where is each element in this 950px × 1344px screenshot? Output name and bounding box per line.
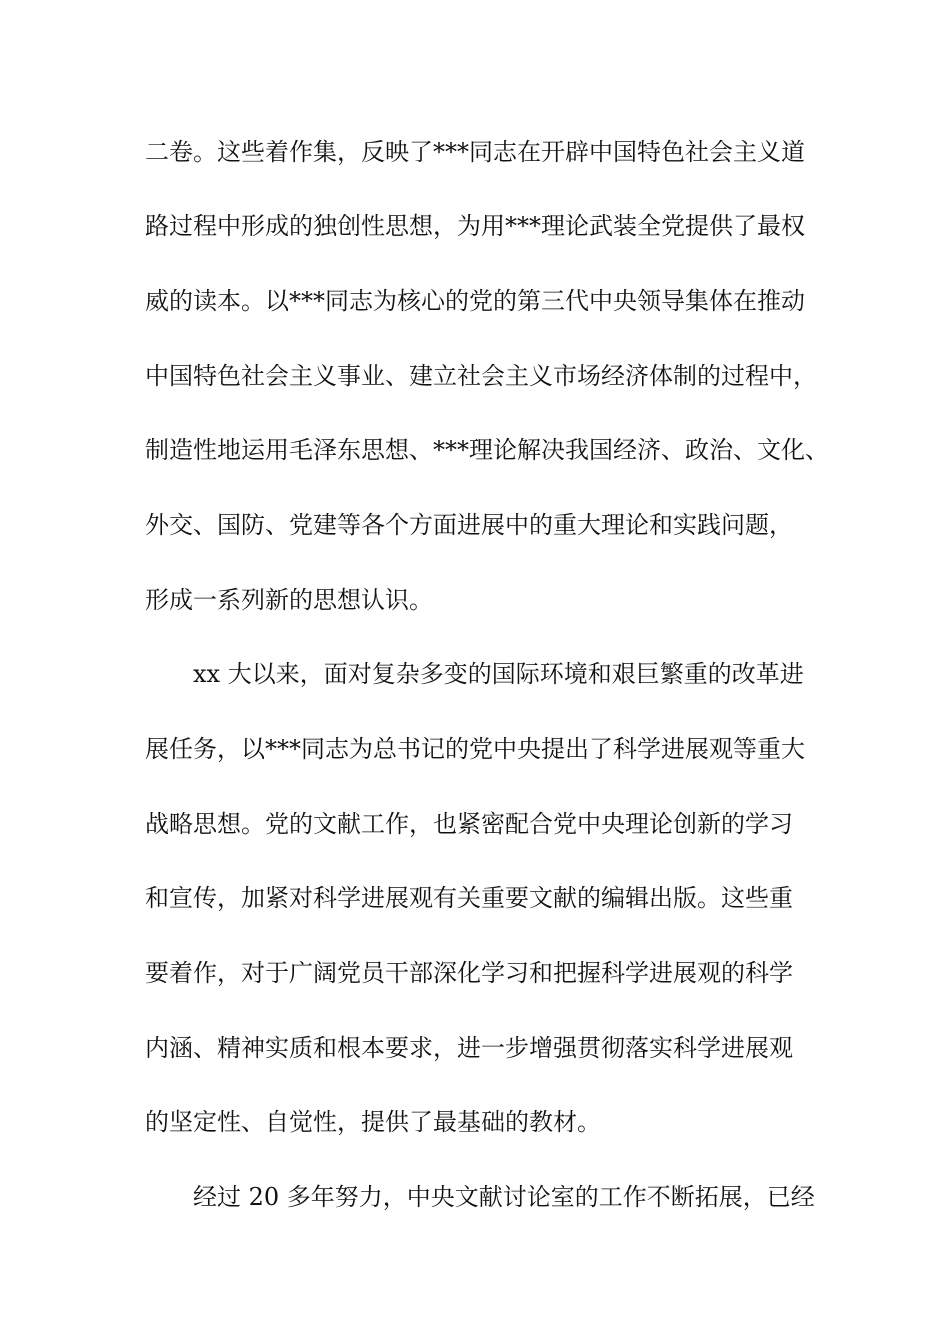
- text-line: 内涵、精神实质和根本要求，进一步增强贯彻落实科学进展观: [145, 1034, 793, 1062]
- text-line: 威的读本。以***同志为核心的党的第三代中央领导集体在推动: [145, 287, 805, 315]
- text-line: 外交、国防、党建等各个方面进展中的重大理论和实践问题，: [145, 511, 793, 539]
- text-line: 形成一系列新的思想认识。: [145, 586, 433, 614]
- text-line: 要着作，对于广阔党员干部深化学习和把握科学进展观的科学: [145, 959, 793, 987]
- text-line: 制造性地运用毛泽东思想、***理论解决我国经济、政治、文化、: [145, 436, 829, 464]
- text-line: 和宣传，加紧对科学进展观有关重要文献的编辑出版。这些重: [145, 884, 793, 912]
- text-line: 展任务，以***同志为总书记的党中央提出了科学进展观等重大: [145, 735, 805, 763]
- paragraph-first-line: xx 大以来，面对复杂多变的国际环境和艰巨繁重的改革进: [193, 660, 804, 688]
- text-line: 路过程中形成的独创性思想，为用***理论武装全党提供了最权: [145, 212, 805, 240]
- paragraph-first-line: 经过 20 多年努力，中央文献讨论室的工作不断拓展，已经: [193, 1183, 815, 1211]
- text-line: 二卷。这些着作集，反映了***同志在开辟中国特色社会主义道: [145, 138, 805, 166]
- text-line: 的坚定性、自觉性，提供了最基础的教材。: [145, 1108, 601, 1136]
- text-line: 中国特色社会主义事业、建立社会主义市场经济体制的过程中，: [145, 362, 817, 390]
- text-line: 战略思想。党的文献工作，也紧密配合党中央理论创新的学习: [145, 810, 793, 838]
